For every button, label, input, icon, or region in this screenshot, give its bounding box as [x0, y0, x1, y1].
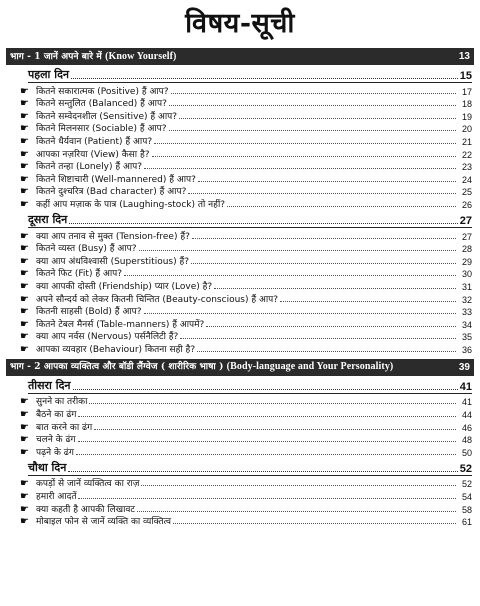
table-of-contents	[6, 48, 474, 527]
part-heading-bar[interactable]	[6, 48, 474, 65]
pointing-hand-icon: ☛	[20, 186, 29, 198]
toc-entry[interactable]	[20, 445, 472, 458]
pointing-hand-icon: ☛	[20, 255, 29, 267]
entry-title: कितने सम्वेदनशील (Sensitive) हैं आप?	[36, 111, 178, 122]
part-section	[6, 68, 474, 355]
entry-page-number: 17	[461, 86, 472, 97]
leader-dots	[152, 156, 457, 157]
entry-title: पढ़ने के ढंग	[36, 447, 74, 458]
leader-dots	[89, 403, 456, 404]
page-title: विषय-सूची	[185, 8, 295, 39]
entry-title: क्या आपकी दोस्ती (Friendship) प्यार (Love) है?	[36, 281, 213, 292]
pointing-hand-icon: ☛	[20, 503, 29, 515]
entry-title: चलने के ढंग	[36, 435, 76, 446]
pointing-hand-icon: ☛	[20, 110, 29, 122]
toc-entry[interactable]	[20, 267, 472, 280]
leader-dots	[71, 78, 458, 79]
entry-title: कितने दुश्चरित्र (Bad character) हैं आप?	[36, 187, 187, 198]
entry-title: बैठने का ढंग	[36, 410, 77, 421]
entry-title: हमारी आदतें	[36, 492, 77, 503]
leader-dots	[171, 93, 456, 94]
entry-page-number: 34	[461, 319, 472, 330]
day-page-number: 15	[459, 70, 472, 82]
entry-title: आपका नज़रिया (View) कैसा है?	[36, 149, 150, 160]
toc-entry[interactable]	[20, 84, 472, 97]
leader-dots	[188, 193, 456, 194]
toc-entry[interactable]	[20, 292, 472, 305]
toc-entry[interactable]	[20, 407, 472, 421]
entry-title: कितने तन्हा (Lonely) हैं आप?	[36, 162, 143, 173]
leader-dots	[206, 326, 456, 327]
leader-dots	[69, 223, 458, 224]
leader-dots	[280, 301, 456, 302]
toc-entry[interactable]	[20, 97, 472, 110]
day-heading[interactable]	[28, 68, 472, 82]
entry-page-number: 28	[461, 244, 472, 255]
leader-dots	[94, 429, 456, 430]
entry-title: कपड़ों से जानें व्यक्तित्व का राज़	[36, 479, 140, 490]
entry-page-number: 32	[461, 294, 472, 305]
entry-title: कितने धैर्यवान (Patient) हैं आप?	[36, 136, 153, 147]
toc-entry[interactable]	[20, 342, 472, 355]
leader-dots	[68, 471, 457, 472]
entry-title: सुनने का तरीका	[36, 397, 88, 408]
pointing-hand-icon: ☛	[20, 173, 29, 185]
pointing-hand-icon: ☛	[20, 135, 29, 147]
toc-entry[interactable]	[20, 305, 472, 318]
leader-dots	[78, 498, 456, 499]
day-heading[interactable]	[28, 379, 472, 393]
entry-page-number: 27	[461, 231, 472, 242]
pointing-hand-icon: ☛	[20, 98, 29, 110]
leader-dots	[76, 454, 456, 455]
day-heading[interactable]	[28, 461, 472, 475]
pointing-hand-icon: ☛	[20, 230, 29, 242]
pointing-hand-icon: ☛	[20, 331, 29, 343]
entry-title: आपका व्यवहार (Behaviour) कितना सही है?	[36, 344, 196, 355]
day-name: दूसरा दिन	[28, 212, 68, 226]
leader-dots	[154, 143, 456, 144]
leader-dots	[78, 441, 456, 442]
entry-page-number: 30	[461, 269, 472, 280]
day-page-number: 27	[459, 214, 472, 227]
toc-entry[interactable]	[20, 502, 472, 515]
entry-title: कितनी साहसी (Bold) हैं आप?	[36, 307, 142, 318]
leader-dots	[179, 118, 456, 119]
toc-entry[interactable]	[20, 395, 472, 408]
day-name: चौथा दिन	[28, 460, 67, 474]
entry-page-number: 44	[461, 410, 472, 421]
pointing-hand-icon: ☛	[20, 446, 29, 458]
entry-page-number: 50	[461, 447, 472, 458]
pointing-hand-icon: ☛	[20, 161, 29, 173]
pointing-hand-icon: ☛	[20, 434, 29, 446]
entry-title: कहीं आप मज़ाक के पात्र (Laughing-stock) तो नहीं?	[36, 199, 226, 210]
pointing-hand-icon: ☛	[20, 268, 29, 280]
entry-page-number: 22	[461, 149, 472, 160]
toc-entry[interactable]	[20, 254, 472, 267]
pointing-hand-icon: ☛	[20, 293, 29, 305]
entry-page-number: 31	[461, 281, 472, 292]
toc-entry[interactable]	[20, 147, 472, 160]
toc-entry[interactable]	[20, 279, 472, 292]
part-title-hindi: भाग - 2 आपका व्यक्तित्व और बॉडी लैंग्वेज ( शारीरिक भाषा )	[10, 362, 227, 373]
pointing-hand-icon: ☛	[20, 491, 29, 503]
leader-dots	[191, 263, 456, 264]
day-underline	[28, 393, 472, 394]
toc-entry[interactable]	[20, 229, 472, 242]
entry-page-number: 18	[461, 99, 472, 110]
toc-entry[interactable]	[20, 420, 472, 433]
entry-page-number: 21	[461, 136, 472, 147]
toc-entry[interactable]	[20, 197, 472, 210]
part-page-number: 13	[458, 51, 470, 62]
entry-page-number: 48	[461, 435, 472, 446]
leader-dots	[198, 181, 456, 182]
pointing-hand-icon: ☛	[20, 343, 29, 355]
pointing-hand-icon: ☛	[20, 243, 29, 255]
entry-title: क्या कहती है आपकी लिखावट	[36, 504, 135, 515]
leader-dots	[227, 206, 456, 207]
leader-dots	[124, 275, 456, 276]
entry-page-number: 61	[461, 517, 472, 528]
pointing-hand-icon: ☛	[20, 85, 29, 97]
leader-dots	[139, 250, 456, 251]
pointing-hand-icon: ☛	[20, 421, 29, 433]
toc-entry[interactable]	[20, 242, 472, 255]
pointing-hand-icon: ☛	[20, 148, 29, 160]
entry-page-number: 26	[461, 199, 472, 210]
day-heading[interactable]	[28, 213, 472, 227]
entry-title: क्या आप अंधविश्वासी (Superstitious) हैं?	[36, 256, 190, 267]
entry-page-number: 35	[461, 332, 472, 343]
entry-page-number: 36	[461, 344, 472, 355]
day-page-number: 52	[459, 462, 472, 475]
leader-dots	[78, 416, 456, 417]
part-heading-bar[interactable]	[6, 359, 474, 376]
entry-title: बात करने का ढंग	[36, 422, 93, 433]
pointing-hand-icon: ☛	[20, 409, 29, 421]
entry-title: कितने शिष्टाचारी (Well-mannered) हैं आप?	[36, 174, 196, 185]
toc-entry[interactable]	[20, 109, 472, 122]
entry-page-number: 52	[461, 479, 472, 490]
entry-title: अपने सौन्दर्य को लेकर कितनी चिन्तित (Beauty-conscious) हैं आप?	[36, 294, 279, 305]
toc-entry[interactable]	[20, 317, 472, 330]
leader-dots	[144, 168, 456, 169]
leader-dots	[141, 485, 456, 486]
entry-page-number: 29	[461, 256, 472, 267]
part-title	[10, 48, 176, 65]
entry-page-number: 25	[461, 187, 472, 198]
leader-dots	[73, 389, 458, 390]
pointing-hand-icon: ☛	[20, 306, 29, 318]
leader-dots	[214, 288, 456, 289]
entry-title: कितने सकारात्मक (Positive) हैं आप?	[36, 86, 169, 97]
leader-dots	[192, 238, 456, 239]
leader-dots	[173, 523, 456, 524]
pointing-hand-icon: ☛	[20, 198, 29, 210]
entry-title: कितने मिलनसार (Sociable) हैं आप?	[36, 124, 167, 135]
toc-entry[interactable]	[20, 489, 472, 503]
pointing-hand-icon: ☛	[20, 318, 29, 330]
entry-page-number: 33	[461, 307, 472, 318]
toc-entry[interactable]	[20, 433, 472, 446]
leader-dots	[197, 351, 456, 352]
pointing-hand-icon: ☛	[20, 123, 29, 135]
entry-title: मोबाइल फोन से जानें व्यक्ति का व्यक्तित्व	[36, 517, 172, 528]
part-section	[6, 379, 474, 527]
toc-entry[interactable]	[20, 134, 472, 147]
entry-title: कितने टेबल मैनर्स (Table-manners) हैं आपमें?	[36, 319, 205, 330]
toc-entry[interactable]	[20, 515, 472, 528]
entry-page-number: 20	[461, 124, 472, 135]
entry-page-number: 24	[461, 174, 472, 185]
leader-dots	[169, 130, 456, 131]
entry-title: कितने व्यस्त (Busy) हैं आप?	[36, 244, 137, 255]
leader-dots	[144, 313, 456, 314]
part-title-english: (Know Yourself)	[105, 50, 177, 62]
part-title-hindi: भाग - 1 जानें अपने बारे में	[10, 51, 106, 62]
part-title-english: (Body-language and Your Personality)	[226, 361, 394, 373]
day-page-number: 41	[459, 380, 472, 393]
part-title	[10, 359, 393, 376]
day-name: पहला दिन	[28, 68, 70, 81]
pointing-hand-icon: ☛	[20, 396, 29, 408]
entry-title: क्या आप तनाव से मुक्त (Tension-free) हैं?	[36, 231, 190, 242]
day-name: तीसरा दिन	[28, 378, 71, 392]
entry-title: कितने सन्तुलित (Balanced) हैं आप?	[36, 99, 167, 110]
entry-page-number: 23	[461, 162, 472, 173]
entry-page-number: 19	[461, 111, 472, 122]
toc-entry[interactable]	[20, 122, 472, 135]
leader-dots	[137, 511, 456, 512]
toc-entry[interactable]	[20, 160, 472, 173]
toc-entry[interactable]	[20, 330, 472, 343]
leader-dots	[180, 338, 456, 339]
entry-title: कितने फिट (Fit) हैं आप?	[36, 269, 123, 280]
toc-entry[interactable]	[20, 172, 472, 185]
part-page-number: 39	[458, 361, 470, 373]
pointing-hand-icon: ☛	[20, 280, 29, 292]
toc-entry[interactable]	[20, 185, 472, 198]
pointing-hand-icon: ☛	[20, 478, 29, 490]
entry-page-number: 58	[461, 504, 472, 515]
entry-page-number: 46	[461, 422, 472, 433]
pointing-hand-icon: ☛	[20, 516, 29, 528]
entry-title: क्या आप नर्वस (Nervous) पर्सनैलिटी हैं?	[36, 332, 179, 343]
leader-dots	[169, 105, 456, 106]
entry-page-number: 41	[461, 397, 472, 408]
toc-entry[interactable]	[20, 477, 472, 490]
entry-page-number: 54	[461, 492, 472, 503]
